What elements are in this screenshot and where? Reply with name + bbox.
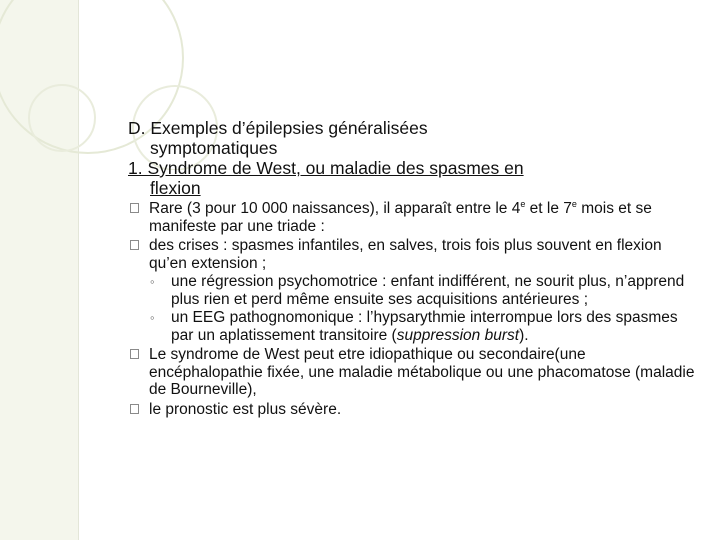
syndrome-heading-line: 1. Syndrome de West, ou maladie des spasmes en [128,158,524,178]
bullet-box-icon [130,349,139,359]
bullet-box-icon [130,240,139,250]
bullet-box-icon [130,203,139,213]
section-heading-line1: D. Exemples d’épilepsies généralisées [128,118,428,138]
sub-bullet-eeg: ◦ un EEG pathognomonique : l’hypsarythmie interrompue lors des spasmes par un aplatissement transitoire (suppression burst). [150,309,678,344]
sub-bullet-marker-icon: ◦ [150,310,155,325]
slide-content [128,118,698,418]
section-heading-line1b: symptomatiques [150,138,278,158]
bullet-prognosis: le pronostic est plus sévère. [128,401,698,419]
bullet-crises: des crises : spasmes infantiles, en salves, trois fois plus souvent en flexion qu’en extension ; [128,237,698,272]
syndrome-heading [128,158,698,198]
section-heading [128,118,698,158]
bullet-west-etiology: Le syndrome de West peut etre idiopathique ou secondaire(une encéphalopathie fixée, une maladie métabolique ou une phacomatose (maladie de Bourneville), [128,346,698,399]
bullet-box-icon [130,404,139,414]
bullet-rare: Rare (3 pour 10 000 naissances), il apparaît entre le 4e et le 7e mois et se manifeste par une triade : [128,200,698,235]
syndrome-heading-line-b: flexion [150,178,201,198]
sub-bullet-marker-icon: ◦ [150,274,155,289]
sub-bullet-regression: ◦ une régression psychomotrice : enfant indifférent, ne sourit plus, n’apprend plus rien et perd même ensuite ses acquisitions antérieures ; [150,273,685,308]
